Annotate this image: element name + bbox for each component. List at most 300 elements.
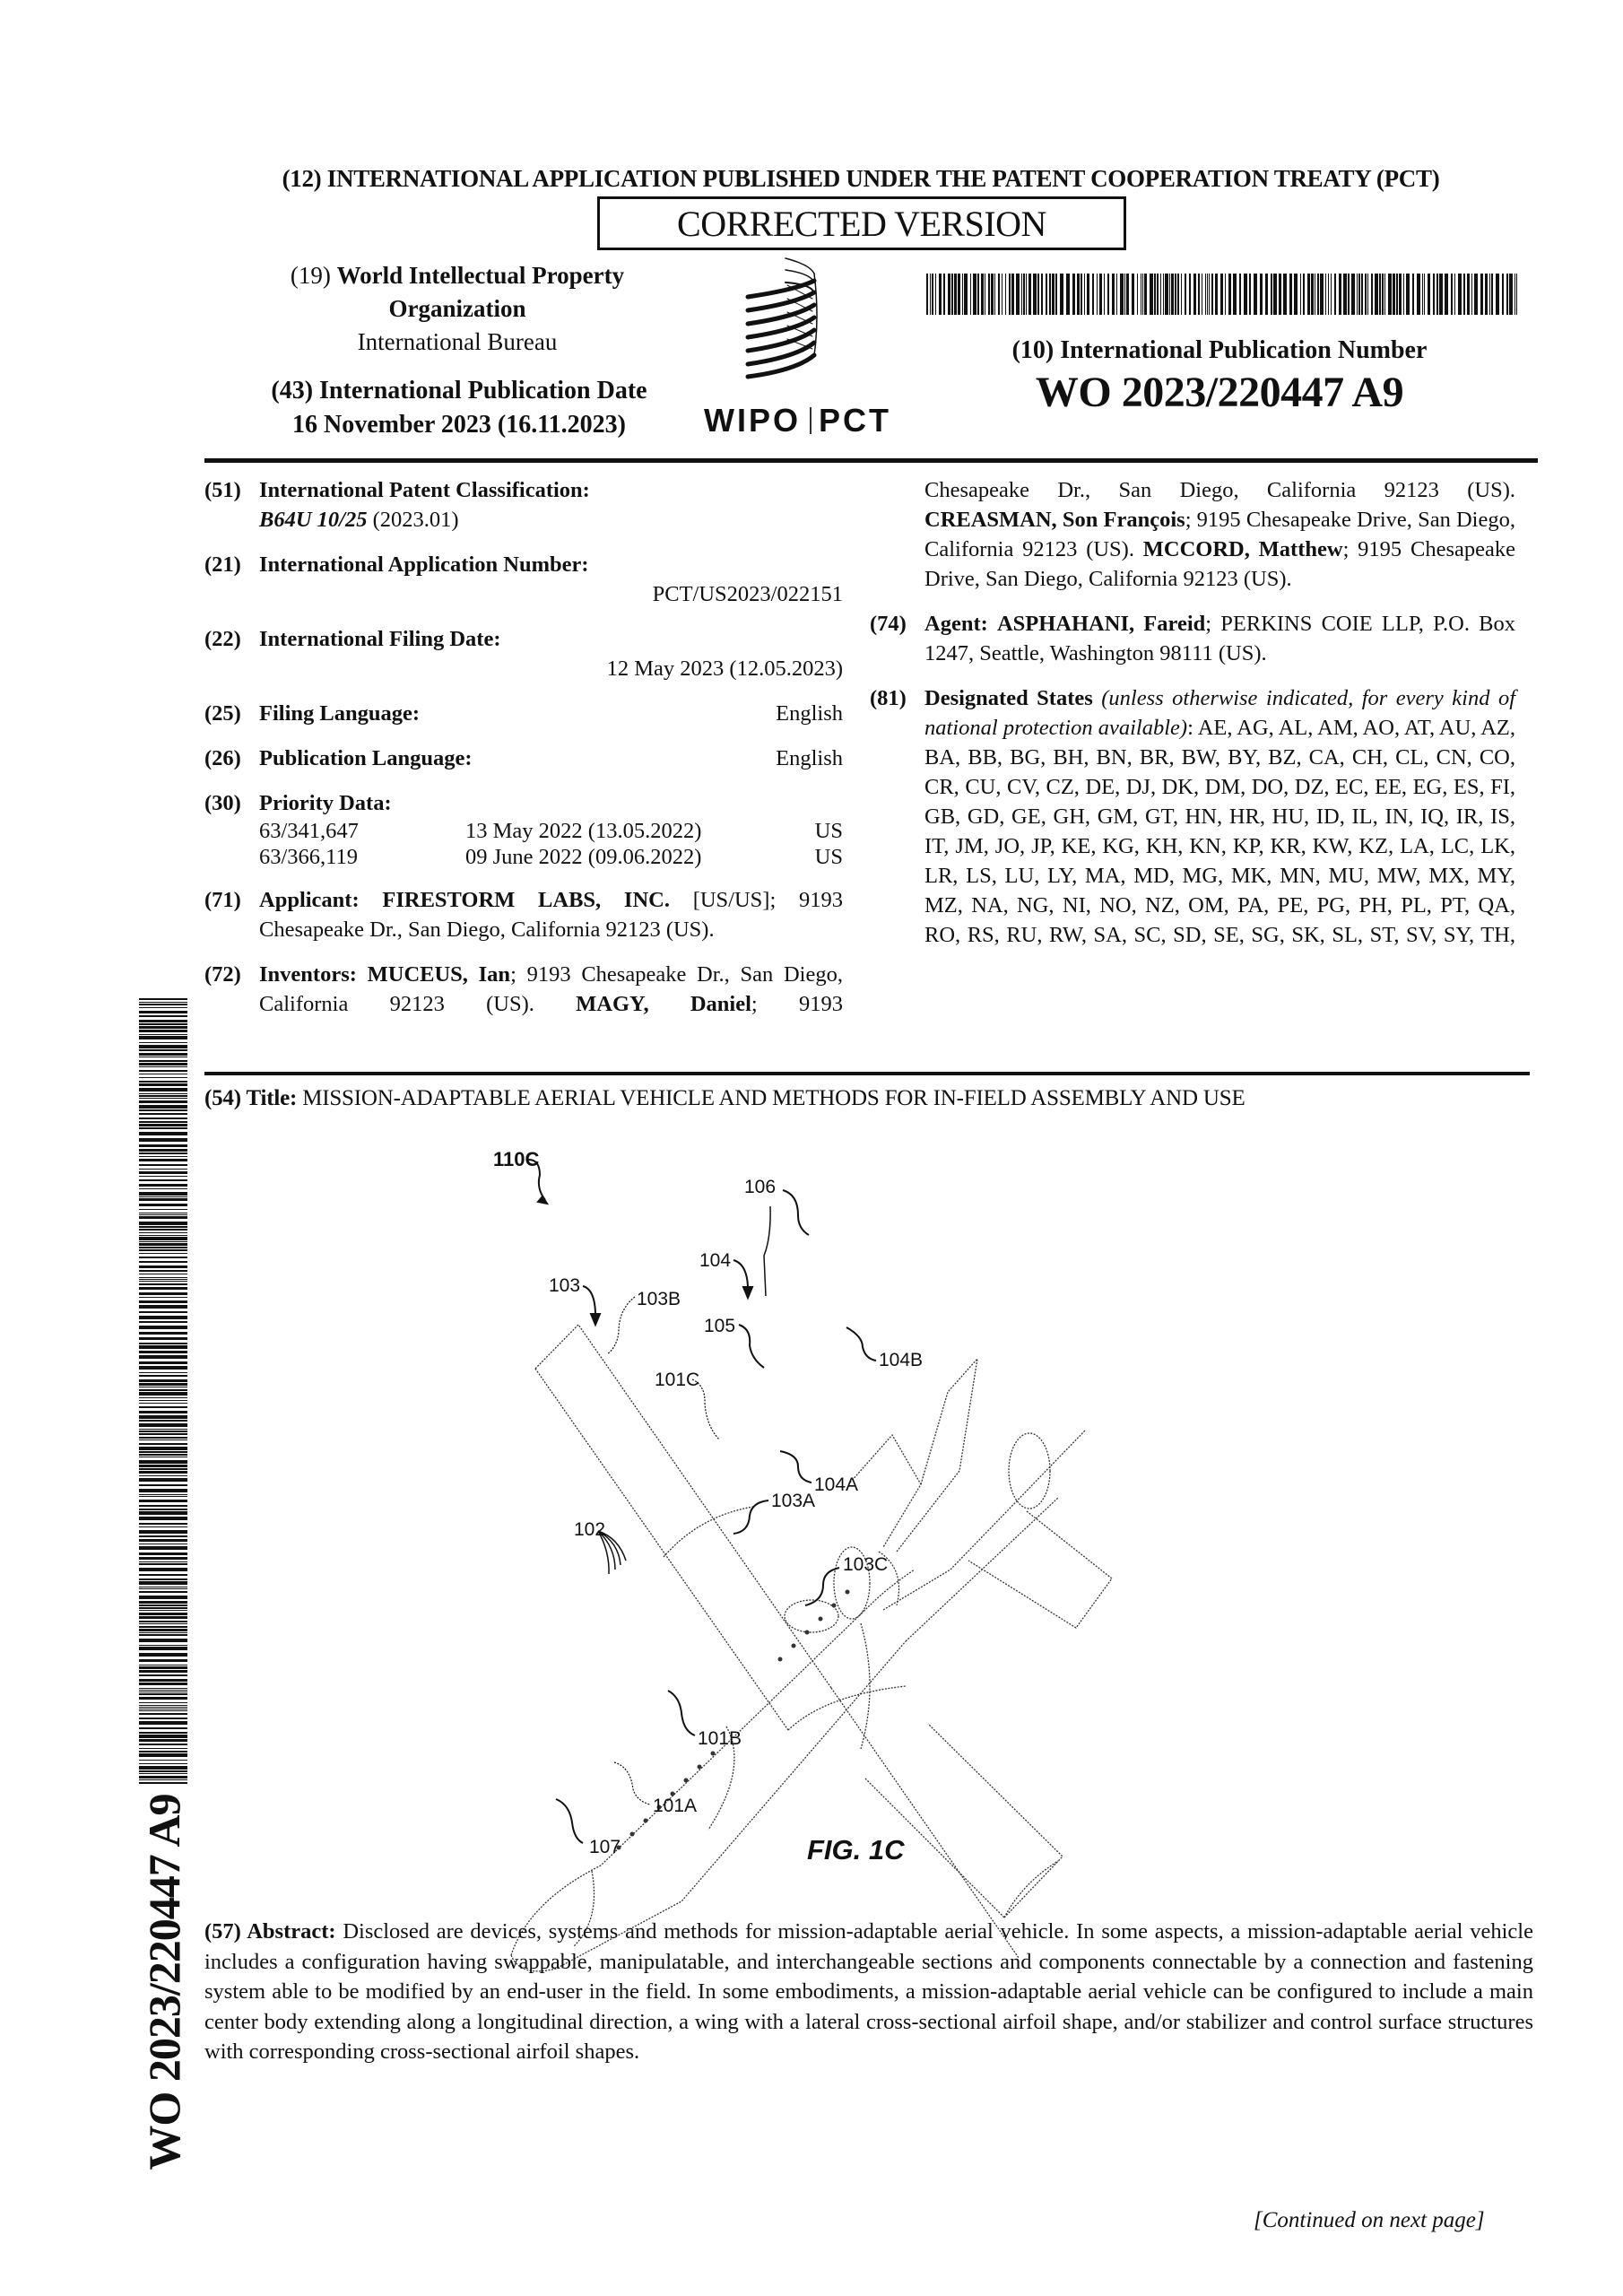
barcode-bar — [139, 1149, 187, 1152]
barcode-bar — [139, 1100, 187, 1103]
abstract-text: Disclosed are devices, systems and methods for mission-adaptable aerial vehicle. In some aspects, a mission-adaptable aerial vehicle includes a configuration having swappable, manipulatable, and interchangeable sections and components connectable by a connection and fastening system able to be modified by an end-user in the field. In some embodiments, a mission-adaptable aerial vehicle can be configured to include a main center body extending along a longitudinal direction, a wing with a lateral cross-sectional airfoil shape, and/or stabilizer and control surface structures with corresponding cross-sectional airfoil shapes. — [204, 1919, 1533, 2064]
barcode-bar — [139, 1557, 187, 1560]
barcode-bar — [1175, 274, 1176, 315]
barcode-bar — [1209, 274, 1210, 315]
figure-caption: FIG. 1C — [807, 1834, 905, 1866]
barcode-bar — [139, 1397, 187, 1398]
inventor-address: ; 9193 Chesapeake Dr., San Diego, California 92123 (US). — [259, 962, 843, 1016]
barcode-bar — [139, 1222, 187, 1225]
barcode-bar — [139, 1127, 187, 1129]
field-25 — [204, 699, 843, 728]
barcode-bar — [139, 1316, 187, 1319]
org-name-line1: World Intellectual Property — [336, 262, 625, 289]
barcode-bar — [1239, 274, 1241, 315]
treaty-header: (12) INTERNATIONAL APPLICATION PUBLISHED UNDER THE PATENT COOPERATION TREATY (PCT) — [282, 165, 1440, 192]
barcode-bar — [1160, 274, 1161, 315]
barcode-bar — [139, 1042, 187, 1043]
barcode-bar — [139, 1591, 187, 1593]
barcode-bar — [139, 1539, 187, 1542]
barcode-bar — [1361, 274, 1363, 315]
barcode-bar — [139, 1443, 187, 1445]
barcode-bar — [1193, 274, 1196, 315]
barcode-bar — [1137, 274, 1138, 315]
label-103: 103 — [549, 1275, 581, 1296]
field-code: (81) — [870, 686, 907, 710]
barcode-bar — [1009, 274, 1011, 315]
barcode-bar — [139, 1045, 187, 1048]
inventor-address: Chesapeake Dr., San Diego, California 92123 (US). — [924, 478, 1515, 502]
classification-code: B64U 10/25 — [259, 508, 368, 532]
barcode-bar — [1072, 274, 1075, 315]
publication-number-label: (10) International Publication Number — [1011, 336, 1428, 364]
field-label: Designated States — [924, 686, 1093, 710]
barcode-bar — [930, 274, 931, 315]
barcode-bar — [1471, 274, 1472, 315]
arrow-103 — [591, 1314, 600, 1325]
barcode-bar — [1005, 274, 1006, 315]
barcode-bar — [139, 1237, 187, 1240]
barcode-bar — [1087, 274, 1089, 315]
barcode-bar — [139, 1144, 187, 1147]
corrected-version-box: CORRECTED VERSION — [597, 196, 1126, 250]
barcode-bar — [139, 1605, 187, 1606]
barcode-bar — [139, 1305, 187, 1309]
label-104: 104 — [699, 1250, 732, 1271]
barcode-bar — [1011, 274, 1014, 315]
leader-107 — [556, 1799, 583, 1843]
field-81: (81) Designated States (unless otherwise indicated, for every kind of national protection available): AE, AG, AL, AM, AO, AT, AU, AZ, BA, BB, BG, BH, BN, BR, BW, BY, BZ, CA, CH, CL, CN, CO, CR, CU, CV, CZ, DE, DJ, DK, DM, DO, DZ, EC, EE, EG, ES, FI, GB, GD, GE, GH, GM, GT, HN, HR, HU, ID, IL, IN, IQ, IR, IS, IT, JM, JO, JP, KE, KG, KH, KN, KP, KR, KW, KZ, LA, LC, LK, LR, LS, LU, LY, MA, MD, MG, MK, MN, MU, MW, MX, MY, MZ, NA, NG, NI, NO, NZ, OM, PA, PE, PG, PH, PL, PT, QA, RO, RS, RU, RW, SA, SC, SD, SE, SG, SK, SL, ST, SV, SY, TH, — [870, 683, 1515, 950]
barcode-bar — [139, 1098, 187, 1099]
barcode-bar — [1144, 274, 1147, 315]
barcode-bar — [139, 1281, 187, 1282]
barcode-bar — [1357, 274, 1358, 315]
barcode-bar — [1439, 274, 1443, 315]
barcode-bar — [139, 1243, 187, 1246]
barcode-bar — [139, 1574, 187, 1576]
label-110c: 110C — [493, 1148, 540, 1170]
barcode-bar — [139, 1361, 187, 1364]
priority-date: 13 May 2022 (13.05.2022) — [465, 819, 702, 843]
pct-text: PCT — [819, 402, 891, 439]
barcode-bar — [926, 274, 928, 315]
barcode-bar — [1451, 274, 1453, 315]
tail-boom — [883, 1431, 1085, 1610]
barcode-bar — [139, 1552, 187, 1555]
label-103b: 103B — [637, 1289, 681, 1309]
barcode-bar — [1343, 274, 1347, 315]
barcode-bar — [1049, 274, 1051, 315]
barcode-bar — [139, 1411, 187, 1413]
barcode-bar — [139, 1081, 187, 1083]
barcode-bar — [1294, 274, 1298, 315]
barcode-bar — [139, 1610, 187, 1611]
barcode-bar — [139, 1690, 187, 1691]
barcode-bar — [977, 274, 979, 315]
barcode-bar — [139, 1152, 187, 1154]
field-code: (72) — [204, 962, 241, 987]
barcode-bar — [139, 1702, 187, 1703]
barcode-bar — [139, 1748, 187, 1749]
barcode-bar — [139, 1578, 187, 1580]
inventor-address: ; 9193 — [751, 992, 843, 1016]
barcode-bar — [139, 1744, 187, 1745]
barcode-bar — [1365, 274, 1367, 315]
barcode-bar — [1249, 274, 1251, 315]
barcode-bar — [1382, 274, 1384, 315]
barcode-bar — [1412, 274, 1414, 315]
barcode-bar — [1388, 274, 1392, 315]
leader-104-fin — [764, 1206, 770, 1296]
barcode-bar — [139, 1770, 187, 1772]
barcode-bar — [1424, 274, 1425, 315]
leader-105 — [739, 1325, 764, 1368]
barcode-bar — [139, 1468, 187, 1470]
barcode-bar — [139, 1020, 187, 1022]
tail-hub-104b — [1009, 1433, 1050, 1509]
barcode-bar — [139, 1332, 187, 1335]
barcode-bar — [1107, 274, 1109, 315]
barcode-bar — [139, 1679, 187, 1682]
barcode-bar — [139, 1776, 187, 1779]
barcode-bar — [1052, 274, 1055, 315]
priority-country: US — [814, 845, 843, 869]
barcode-bar — [139, 1121, 187, 1123]
applicant-address: [US/US]; 9193 Chesapeake Dr., San Diego, California 92123 (US). — [259, 888, 843, 942]
barcode-bar — [1181, 274, 1182, 315]
barcode-bar — [139, 1300, 187, 1303]
fuselage-top — [511, 1570, 915, 1955]
barcode-bar — [1099, 274, 1102, 315]
barcode-bar — [139, 1713, 187, 1715]
field-label: Priority Data: — [259, 791, 392, 815]
barcode-bar — [139, 1011, 187, 1013]
leader-103b — [607, 1297, 635, 1354]
biblio-right-column — [870, 475, 1515, 965]
title-divider — [204, 1072, 1530, 1075]
barcode-bar — [139, 1475, 187, 1476]
barcode-bar — [1271, 274, 1272, 315]
barcode-bar — [1220, 274, 1223, 315]
barcode-bar — [1177, 274, 1179, 315]
barcode-bar — [1126, 274, 1129, 315]
barcode-bar — [139, 1093, 187, 1094]
vertical-fin-106 — [897, 1359, 977, 1552]
barcode-bar — [139, 1229, 187, 1231]
barcode-bar — [139, 1287, 187, 1290]
barcode-bar — [139, 1034, 187, 1035]
barcode-bar — [1198, 274, 1200, 315]
inventor-address: ; 9195 Chesapeake Drive, San Diego, California 92123 (US). — [924, 537, 1515, 591]
barcode-bar — [970, 274, 971, 315]
org-name-line2: Organization — [388, 295, 526, 322]
field-51 — [204, 475, 843, 535]
barcode-bar — [139, 1070, 187, 1072]
field-72-continued — [870, 475, 1515, 594]
field-code: (30) — [204, 791, 241, 815]
barcode-bar — [139, 1196, 187, 1197]
field-71 — [204, 885, 843, 944]
barcode-bar — [954, 274, 957, 315]
barcode-bar — [139, 1526, 187, 1527]
barcode-bar — [948, 274, 950, 315]
inventor-name: MAGY, Daniel — [576, 992, 751, 1016]
barcode-bar — [1339, 274, 1341, 315]
barcode-bar — [139, 1253, 187, 1254]
barcode-bar — [139, 1241, 187, 1242]
barcode-bar — [139, 1214, 187, 1215]
barcode-bar — [1454, 274, 1455, 315]
barcode-bar — [1066, 274, 1070, 315]
priority-number: 63/341,647 — [259, 819, 359, 843]
field-code: (21) — [204, 552, 241, 577]
wipo-pct-wordmark — [704, 402, 937, 439]
barcode-bar — [1467, 274, 1470, 315]
wing-rib — [788, 1686, 906, 1730]
barcode-bar — [1021, 274, 1022, 315]
barcode-bar — [964, 274, 968, 315]
barcode-bar — [139, 1751, 187, 1752]
barcode-bar — [1303, 274, 1305, 315]
barcode-bar — [1169, 274, 1170, 315]
barcode-bar — [1055, 274, 1057, 315]
barcode-bar — [1154, 274, 1156, 315]
fastener-row — [617, 1590, 850, 1850]
barcode-bar — [1225, 274, 1226, 315]
barcode-bar — [139, 1379, 187, 1382]
barcode-bar — [139, 1002, 187, 1003]
barcode-bar — [139, 1670, 187, 1673]
barcode-bar — [1150, 274, 1153, 315]
application-number: PCT/US2023/022151 — [652, 582, 843, 606]
barcode-bar — [1228, 274, 1231, 315]
barcode-bar — [1320, 274, 1324, 315]
barcode-side-icon — [139, 998, 187, 1785]
barcode-bar — [1463, 274, 1465, 315]
barcode-bar — [1124, 274, 1125, 315]
barcode-bar — [981, 274, 984, 315]
barcode-bar — [1417, 274, 1420, 315]
barcode-bar — [139, 1568, 187, 1571]
barcode-bar — [1433, 274, 1435, 315]
barcode-bar — [1033, 274, 1037, 315]
label-107: 107 — [589, 1837, 621, 1857]
publication-date-block — [235, 374, 683, 442]
barcode-bar — [139, 1484, 187, 1486]
barcode-bar — [139, 1226, 187, 1228]
barcode-bar — [139, 1355, 187, 1359]
filing-date: 12 May 2023 (12.05.2023) — [606, 657, 843, 681]
barcode-bar — [1406, 274, 1410, 315]
barcode-bar — [1428, 274, 1430, 315]
barcode-bar — [1189, 274, 1191, 315]
barcode-bar — [139, 1465, 187, 1467]
barcode-bar — [139, 1727, 187, 1729]
barcode-bar — [139, 1171, 187, 1174]
field-code: (26) — [204, 746, 241, 770]
barcode-bar — [1399, 274, 1402, 315]
barcode-bar — [139, 1471, 187, 1474]
barcode-bar — [958, 274, 960, 315]
barcode-bar — [1311, 274, 1314, 315]
publication-date-value: 16 November 2023 (16.11.2023) — [292, 411, 626, 439]
barcode-bar — [1171, 274, 1174, 315]
barcode-bar — [139, 1623, 187, 1624]
barcode-bar — [1348, 274, 1350, 315]
leader-104b — [846, 1327, 876, 1361]
barcode-bar — [139, 1697, 187, 1700]
barcode-bar — [1509, 274, 1513, 315]
barcode-bar — [139, 1707, 187, 1708]
barcode-bar — [1458, 274, 1462, 315]
barcode-bar — [139, 1616, 187, 1619]
barcode-bar — [139, 1036, 187, 1039]
header-divider — [204, 458, 1538, 463]
leader-104a — [780, 1451, 812, 1483]
priority-row — [259, 818, 843, 844]
barcode-bar — [139, 998, 187, 1000]
barcode-bar — [139, 1626, 187, 1628]
organization-block — [242, 259, 673, 359]
barcode-bar — [139, 1693, 187, 1695]
barcode-bar — [1485, 274, 1488, 315]
barcode-bar — [139, 1634, 187, 1636]
label-101b: 101B — [698, 1728, 742, 1749]
barcode-bar — [139, 1760, 187, 1761]
barcode-bar — [139, 1451, 187, 1453]
barcode-bar — [139, 1601, 187, 1604]
barcode-bar — [1273, 274, 1277, 315]
barcode-bar — [1046, 274, 1047, 315]
barcode-bar — [1307, 274, 1310, 315]
barcode-bar — [1325, 274, 1326, 315]
barcode-bar — [139, 1372, 187, 1373]
publication-number: WO 2023/220447 A9 — [1035, 369, 1404, 416]
barcode-bar — [139, 1607, 187, 1609]
barcode-bar — [1283, 274, 1287, 315]
wing-edge — [535, 1369, 788, 1730]
invention-title — [204, 1086, 1245, 1111]
barcode-bar — [1422, 274, 1423, 315]
wing-tip-103c — [928, 1724, 1063, 1918]
barcode-bar — [1375, 274, 1378, 315]
biblio-left-column — [204, 475, 843, 1034]
field-code: (51) — [204, 478, 241, 502]
barcode-bar — [1037, 274, 1039, 315]
priority-number: 63/366,119 — [259, 845, 359, 869]
barcode-bar — [139, 1283, 187, 1285]
filing-language: English — [776, 701, 843, 726]
barcode-bar — [139, 1023, 187, 1025]
barcode-bar — [139, 1113, 187, 1115]
barcode-bar — [139, 1721, 187, 1725]
barcode-bar — [139, 1773, 187, 1774]
field-label: Filing Language: — [259, 701, 421, 726]
barcode-bar — [139, 1095, 187, 1097]
barcode-bar — [139, 1705, 187, 1706]
barcode-bar — [991, 274, 994, 315]
barcode-bar — [139, 1478, 187, 1482]
barcode-bar — [139, 1782, 187, 1784]
barcode-bar — [1077, 274, 1080, 315]
barcode-bar — [935, 274, 936, 315]
priority-date: 09 June 2022 (09.06.2022) — [465, 845, 702, 869]
publication-date-label: (43) International Publication Date — [271, 377, 647, 404]
field-label: International Filing Date: — [259, 627, 501, 651]
barcode-bar — [139, 1632, 187, 1633]
barcode-bar — [1351, 274, 1355, 315]
barcode-bar — [139, 1523, 187, 1525]
field-30 — [204, 788, 843, 870]
barcode-bar — [1384, 274, 1385, 315]
label-105: 105 — [704, 1316, 736, 1336]
label-104a: 104A — [814, 1474, 859, 1495]
barcode-bar — [139, 1232, 187, 1233]
label-103a: 103A — [771, 1491, 816, 1511]
barcode-bar — [1132, 274, 1134, 315]
barcode-bar — [1474, 274, 1478, 315]
barcode-bar — [139, 1718, 187, 1719]
barcode-bar — [1371, 274, 1373, 315]
agent-address: ; PERKINS COIE LLP, P.O. Box 1247, Seattle, Washington 98111 (US). — [924, 612, 1515, 665]
barcode-bar — [139, 1209, 187, 1210]
side-publication-number — [139, 1794, 189, 2170]
barcode-bar — [139, 1392, 187, 1396]
field-label: Agent: — [924, 612, 988, 636]
barcode-bar — [1023, 274, 1025, 315]
abstract — [204, 1917, 1533, 2067]
barcode-bar — [1104, 274, 1105, 315]
barcode-bar — [1502, 274, 1504, 315]
barcode-bar — [1489, 274, 1490, 315]
barcode-bar — [139, 1732, 187, 1734]
barcode-bar — [139, 1653, 187, 1657]
arrow-104 — [743, 1287, 752, 1298]
classification-version: (2023.01) — [372, 508, 459, 532]
barcode-bar — [1215, 274, 1218, 315]
barcode-bar — [1334, 274, 1336, 315]
barcode-bar — [1393, 274, 1395, 315]
barcode-bar — [932, 274, 933, 315]
priority-row — [259, 844, 843, 870]
barcode-bar — [139, 1184, 187, 1187]
barcode-bar — [139, 1460, 187, 1464]
barcode-bar — [139, 1447, 187, 1450]
barcode-bar — [139, 1509, 187, 1510]
designated-states-note: (unless otherwise indicated, for every kind of national protection available) — [924, 686, 1515, 740]
barcode-bar — [139, 1563, 187, 1565]
barcode-bar — [1041, 274, 1043, 315]
barcode-bar — [139, 1454, 187, 1456]
barcode-bar — [139, 1249, 187, 1251]
barcode-bar — [1116, 274, 1117, 315]
barcode-bar — [139, 1688, 187, 1689]
barcode-bar — [139, 1343, 187, 1344]
barcode-bar — [1403, 274, 1404, 315]
leader-106 — [783, 1190, 809, 1235]
barcode-bar — [139, 1596, 187, 1599]
barcode-bar — [139, 1179, 187, 1181]
barcode-bar — [1445, 274, 1448, 315]
barcode-bar — [973, 274, 976, 315]
barcode-bar — [139, 1639, 187, 1642]
inventor-address: ; 9195 Chesapeake Drive, San Diego, California 92123 (US). — [924, 508, 1515, 561]
barcode-bar — [1142, 274, 1143, 315]
barcode-bar — [139, 1198, 187, 1201]
barcode-bar — [1205, 274, 1206, 315]
barcode-bar — [139, 1535, 187, 1537]
barcode-bar — [139, 1077, 187, 1078]
barcode-bar — [1244, 274, 1247, 315]
